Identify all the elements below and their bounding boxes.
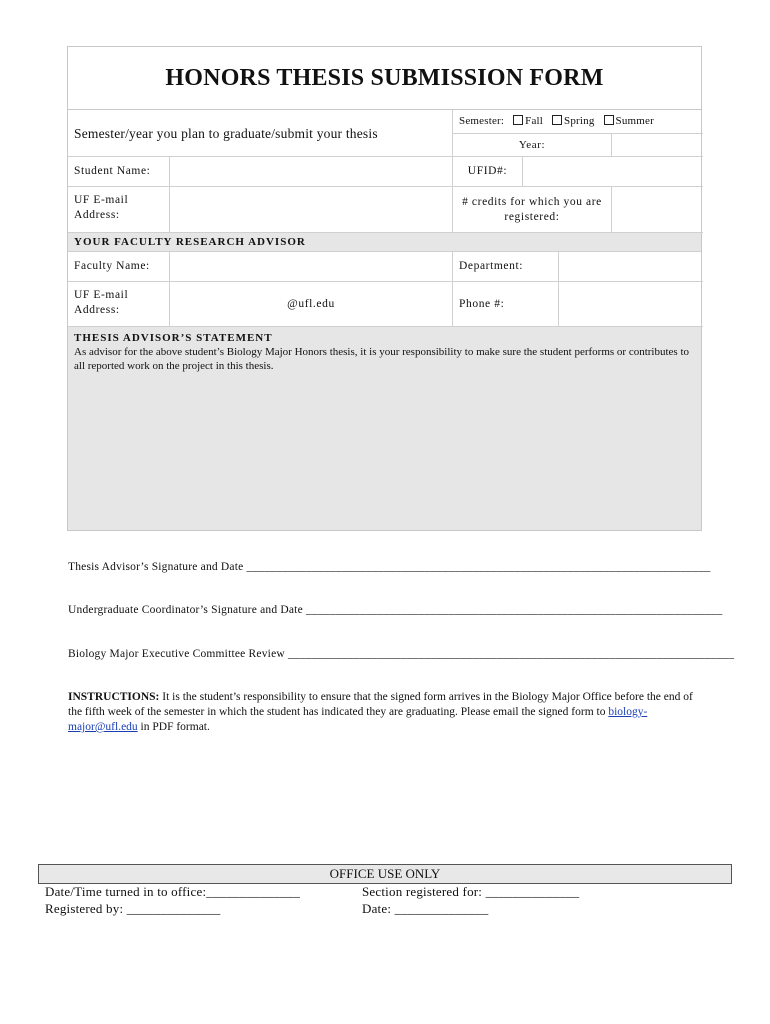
faculty-name-label: Faculty Name: [68,252,170,282]
fall-checkbox[interactable] [513,115,523,125]
student-name-field[interactable] [170,157,453,187]
student-email-field[interactable] [170,187,453,233]
student-name-label: Student Name: [68,157,170,187]
advisor-email-field[interactable] [170,282,453,327]
date-time-turned-in[interactable]: Date/Time turned in to office:______________ [45,884,301,899]
ufid-field[interactable] [523,157,703,187]
submission-form [67,46,702,531]
office-date[interactable]: Date: ______________ [362,901,489,916]
registered-by[interactable]: Registered by: ______________ [45,901,221,916]
advisor-email-domain: @ufl.edu [287,297,335,310]
advisor-email-label: UF E-mail Address: [68,282,170,327]
office-use-heading: OFFICE USE ONLY [38,864,732,884]
student-email-label: UF E-mail Address: [68,187,170,233]
credits-label: # credits for which you are registered: [453,187,612,233]
semester-label: Semester: [459,115,505,127]
statement-text: As advisor for the above student’s Biology Major Honors thesis, it is your responsibility to make sure the student performs or contributes to all reported work on the project in this thesis. [74,346,689,372]
biology-major-email-link[interactable]: biology-major@ufl.edu [68,706,648,733]
credits-field[interactable] [612,187,703,233]
advisor-section-heading: YOUR FACULTY RESEARCH ADVISOR [68,233,701,252]
instructions-text: It is the student’s responsibility to ensure that the signed form arrives in the Biology Major Office before the end of the fifth week of the semester in which the student has indicated they are graduating. Please email the signed form to [68,691,693,718]
year-label: Year: [453,134,612,157]
phone-label: Phone #: [453,282,559,327]
graduation-semester-label: Semester/year you plan to graduate/submit your thesis [68,110,453,157]
coordinator-signature-line[interactable]: Undergraduate Coordinator’s Signature and Date ______________________________________________________________________ [68,604,723,616]
fall-option: Fall [525,115,544,127]
spring-checkbox[interactable] [552,115,562,125]
committee-review-line[interactable]: Biology Major Executive Committee Review ___________________________________________________________________________ [68,648,735,660]
phone-field[interactable] [559,282,703,327]
summer-checkbox[interactable] [604,115,614,125]
year-field[interactable] [612,134,703,157]
advisor-signature-line[interactable]: Thesis Advisor’s Signature and Date ______________________________________________________________________________ [68,561,711,573]
section-registered[interactable]: Section registered for: ______________ [362,884,580,899]
semester-options [453,110,703,134]
instructions [68,690,708,735]
spring-option: Spring [564,115,595,127]
department-label: Department: [453,252,559,282]
faculty-name-field[interactable] [170,252,453,282]
form-title: HONORS THESIS SUBMISSION FORM [68,47,701,110]
summer-option: Summer [615,115,654,127]
statement-heading: THESIS ADVISOR’S STATEMENT [74,332,273,344]
advisor-statement [68,327,701,530]
department-field[interactable] [559,252,703,282]
instructions-label: INSTRUCTIONS: [68,691,160,703]
instructions-suffix: in PDF format. [137,721,210,733]
ufid-label: UFID#: [453,157,523,187]
